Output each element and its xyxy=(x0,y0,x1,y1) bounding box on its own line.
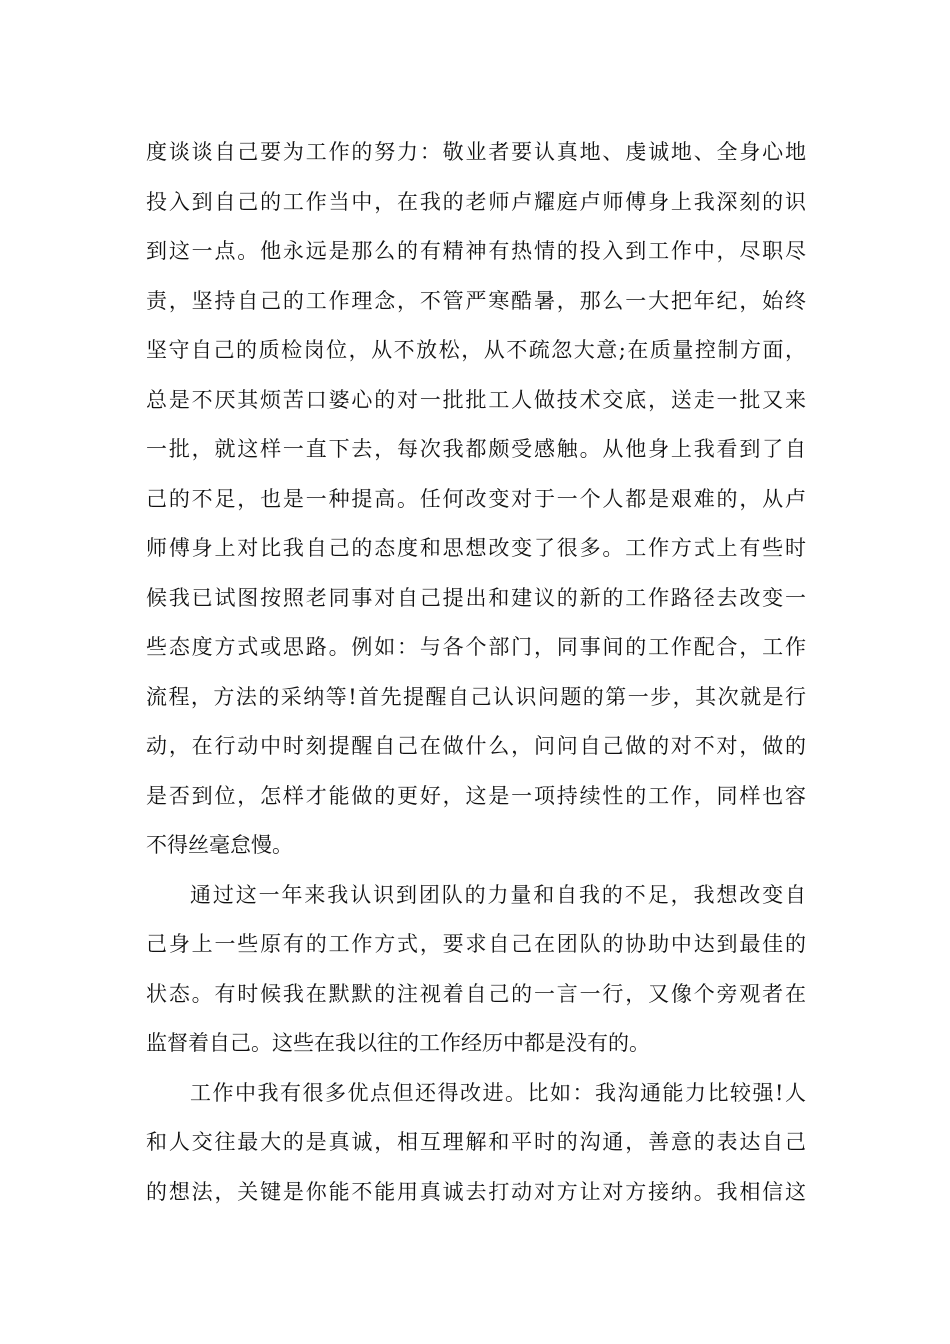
text-line: 些态度方式或思路。例如：与各个部门，同事间的工作配合，工作 xyxy=(146,635,806,659)
text-line: 是否到位，怎样才能做的更好，这是一项持续性的工作，同样也容 xyxy=(146,783,806,808)
text-line: 流程，方法的采纳等!首先提醒自己认识问题的第一步，其次就是行 xyxy=(146,684,806,709)
text-line: 不得丝毫怠慢。 xyxy=(146,833,293,857)
text-line: 状态。有时候我在默默的注视着自己的一言一行，又像个旁观者在 xyxy=(146,981,806,1006)
text-line: 己身上一些原有的工作方式，要求自己在团队的协助中达到最佳的 xyxy=(146,932,806,956)
text-line: 工作中我有很多优点但还得改进。比如：我沟通能力比较强!人 xyxy=(190,1080,806,1105)
paragraph-2 xyxy=(146,871,806,1069)
body-text xyxy=(146,128,806,1217)
text-line: 责，坚持自己的工作理念，不管严寒酷暑，那么一大把年纪，始终 xyxy=(146,288,806,313)
text-line: 通过这一年来我认识到团队的力量和自我的不足，我想改变自 xyxy=(190,882,806,907)
text-line: 总是不厌其烦苦口婆心的对一批批工人做技术交底，送走一批又来 xyxy=(146,387,806,412)
text-line: 到这一点。他永远是那么的有精神有热情的投入到工作中，尽职尽 xyxy=(146,239,806,263)
text-line: 度谈谈自己要为工作的努力：敬业者要认真地、虔诚地、全身心地 xyxy=(146,140,806,164)
text-line: 师傅身上对比我自己的态度和思想改变了很多。工作方式上有些时 xyxy=(146,536,806,560)
paragraph-3 xyxy=(146,1069,806,1218)
text-line: 投入到自己的工作当中，在我的老师卢耀庭卢师傅身上我深刻的识 xyxy=(146,189,806,214)
paragraph-1 xyxy=(146,128,806,871)
text-line: 的想法，关键是你能不能用真诚去打动对方让对方接纳。我相信这 xyxy=(146,1179,806,1204)
text-line: 一批，就这样一直下去，每次我都颇受感触。从他身上我看到了自 xyxy=(146,437,806,461)
text-line: 动，在行动中时刻提醒自己在做什么，问问自己做的对不对，做的 xyxy=(146,734,806,758)
text-line: 候我已试图按照老同事对自己提出和建议的新的工作路径去改变一 xyxy=(146,585,806,610)
text-line: 监督着自己。这些在我以往的工作经历中都是没有的。 xyxy=(146,1031,650,1055)
text-line: 己的不足，也是一种提高。任何改变对于一个人都是艰难的，从卢 xyxy=(146,486,806,511)
text-line: 和人交往最大的是真诚，相互理解和平时的沟通，善意的表达自己 xyxy=(146,1130,806,1154)
text-line: 坚守自己的质检岗位，从不放松，从不疏忽大意;在质量控制方面， xyxy=(146,338,806,362)
